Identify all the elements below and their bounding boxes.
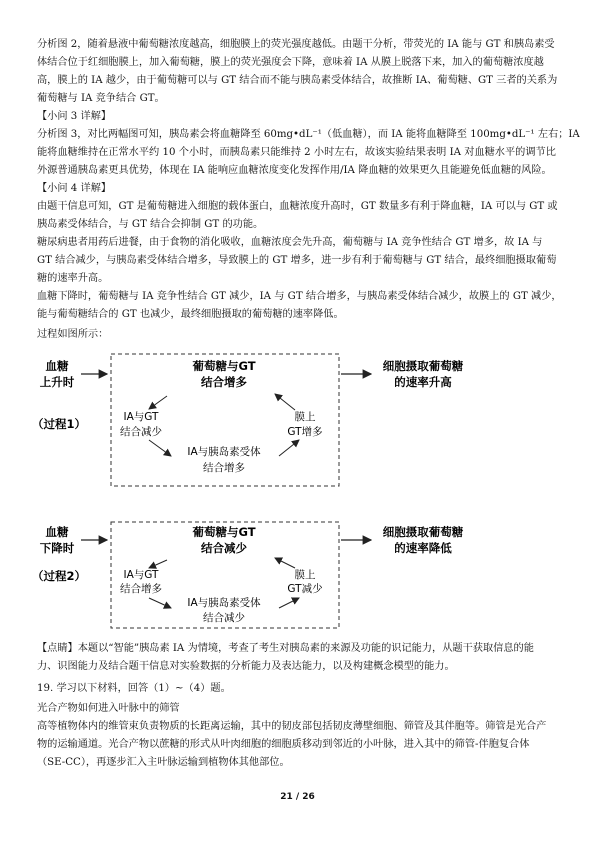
result-line1: 细胞摄取葡萄糖: [382, 525, 464, 539]
left-label-line1: 血糖: [45, 525, 69, 539]
result-line2: 的速率升高: [394, 375, 452, 389]
q4-paragraph-1: 由题干信息可知，GT 是葡萄糖进入细胞的载体蛋白，血糖浓度升高时，GT 数量多有利于降血糖，IA 可以与 GT 或 胰岛素受体结合，与 GT 结合会抑制 GT 的功能。: [37, 201, 558, 230]
left-inner-line2: 结合减少: [120, 426, 162, 438]
result-line1: 细胞摄取葡萄糖: [382, 359, 464, 373]
left-label-line2: 下降时: [39, 541, 75, 555]
q4-paragraph-2: 糖尿病患者用药后进餐，由于食物的消化吸收，血糖浓度会先升高，葡萄糖与 IA 竞争性结合 GT 增多，故 IA 与 GT 结合减少，与胰岛素受体结合增多，导致膜上的 GT 增多，进一步有利于葡萄糖与 GT 结合，最终细胞摄取葡萄 糖的速率升高。: [37, 237, 557, 284]
right-inner-line1: 膜上: [294, 569, 316, 581]
comment-paragraph: 【点睛】本题以“智能”胰岛素 IA 为情境，考查了考生对胰岛素的来源及功能的识记能力，从题干获取信息的能 力、识图能力及结合题干信息对实验数据的分析能力及表达能力，以及构建概念模型的能力。: [37, 643, 534, 672]
left-inner-line1: IA与GT: [123, 569, 159, 581]
question-19: 19. 学习以下材料，回答（1）~（4）题。: [37, 683, 231, 694]
q4-heading: 【小问 4 详解】: [37, 183, 112, 194]
box-top-line1: 葡萄糖与GT: [192, 525, 256, 539]
process-label: （过程1）: [37, 417, 87, 431]
process-diagram-1: [37, 346, 477, 496]
question-19-title: 光合产物如何进入叶脉中的筛管: [37, 703, 180, 714]
q4-paragraph-3: 血糖下降时，葡萄糖与 IA 竞争性结合 GT 减少，IA 与 GT 结合增多，与胰岛素受体结合减少，故膜上的 GT 减少， 能与葡萄糖结合的 GT 也减少，最终细胞摄取的葡萄糖的速率降低。: [37, 291, 562, 320]
bottom-inner-line1: IA与胰岛素受体: [187, 446, 261, 458]
right-inner-line2: GT减少: [287, 583, 323, 595]
box-top-line1: 葡萄糖与GT: [192, 359, 256, 373]
right-inner-line1: 膜上: [294, 411, 316, 423]
page-number: 21 / 26: [280, 792, 315, 802]
left-inner-line2: 结合增多: [120, 583, 162, 595]
question-19-body: 高等植物体内的维管束负责物质的长距离运输，其中的韧皮部包括韧皮薄壁细胞、筛管及其伴胞等。筛管是光合产 物的运输通道。光合产物以蔗糖的形式从叶肉细胞的细胞质移动到邻近的小叶脉，进入其中的筛管-伴胞复合体 （SE-CC），再逐步汇入主叶脉运输到植物体其他部位。: [37, 721, 547, 768]
left-label-line2: 上升时: [39, 375, 75, 389]
box-top-line2: 结合增多: [201, 375, 247, 389]
process-intro: 过程如图所示：: [37, 329, 109, 340]
bottom-inner-line2: 结合减少: [203, 612, 245, 624]
process-label: （过程2）: [37, 569, 87, 583]
analysis-figure2-paragraph: 分析图 2，随着悬液中葡萄糖浓度越高，细胞膜上的荧光强度越低。由题干分析，带荧光的 IA 能与 GT 和胰岛素受 体结合位于红细胞膜上，加入葡萄糖，膜上的荧光强度会下降，意味着 IA 从膜上脱落下来，加入的葡萄糖浓度越 高，膜上的 IA 越少，由于葡萄糖可以与 GT 结合而不能与胰岛素受体结合，故推断 IA、葡萄糖、GT 三者的关系为 葡萄糖与 IA 竞争结合 GT。: [37, 39, 558, 104]
analysis-figure3-paragraph: 分析图 3，对比两幅图可知，胰岛素会将血糖降至 60mg•dL⁻¹（低血糖），而 IA 能将血糖降至 100mg•dL⁻¹ 左右；IA 能将血糖维持在正常水平约 10 个小时，而胰岛素只能维持 2 小时左右，故该实验结果表明 IA 对血糖水平的调节比 外源普通胰岛素更具优势，体现在 IA 能响应血糖浓度变化发挥作用/IA 降血糖的效果更久且能避免低血糖的风险。: [37, 129, 580, 176]
right-inner-line2: GT增多: [287, 426, 323, 438]
result-line2: 的速率降低: [394, 541, 452, 555]
bottom-inner-line2: 结合增多: [203, 462, 245, 474]
left-inner-line1: IA与GT: [123, 411, 159, 423]
q3-heading: 【小问 3 详解】: [37, 111, 112, 122]
left-label-line1: 血糖: [45, 359, 69, 373]
process-diagram-2: [37, 520, 477, 632]
bottom-inner-line1: IA与胰岛素受体: [187, 597, 261, 609]
box-top-line2: 结合减少: [201, 541, 247, 555]
